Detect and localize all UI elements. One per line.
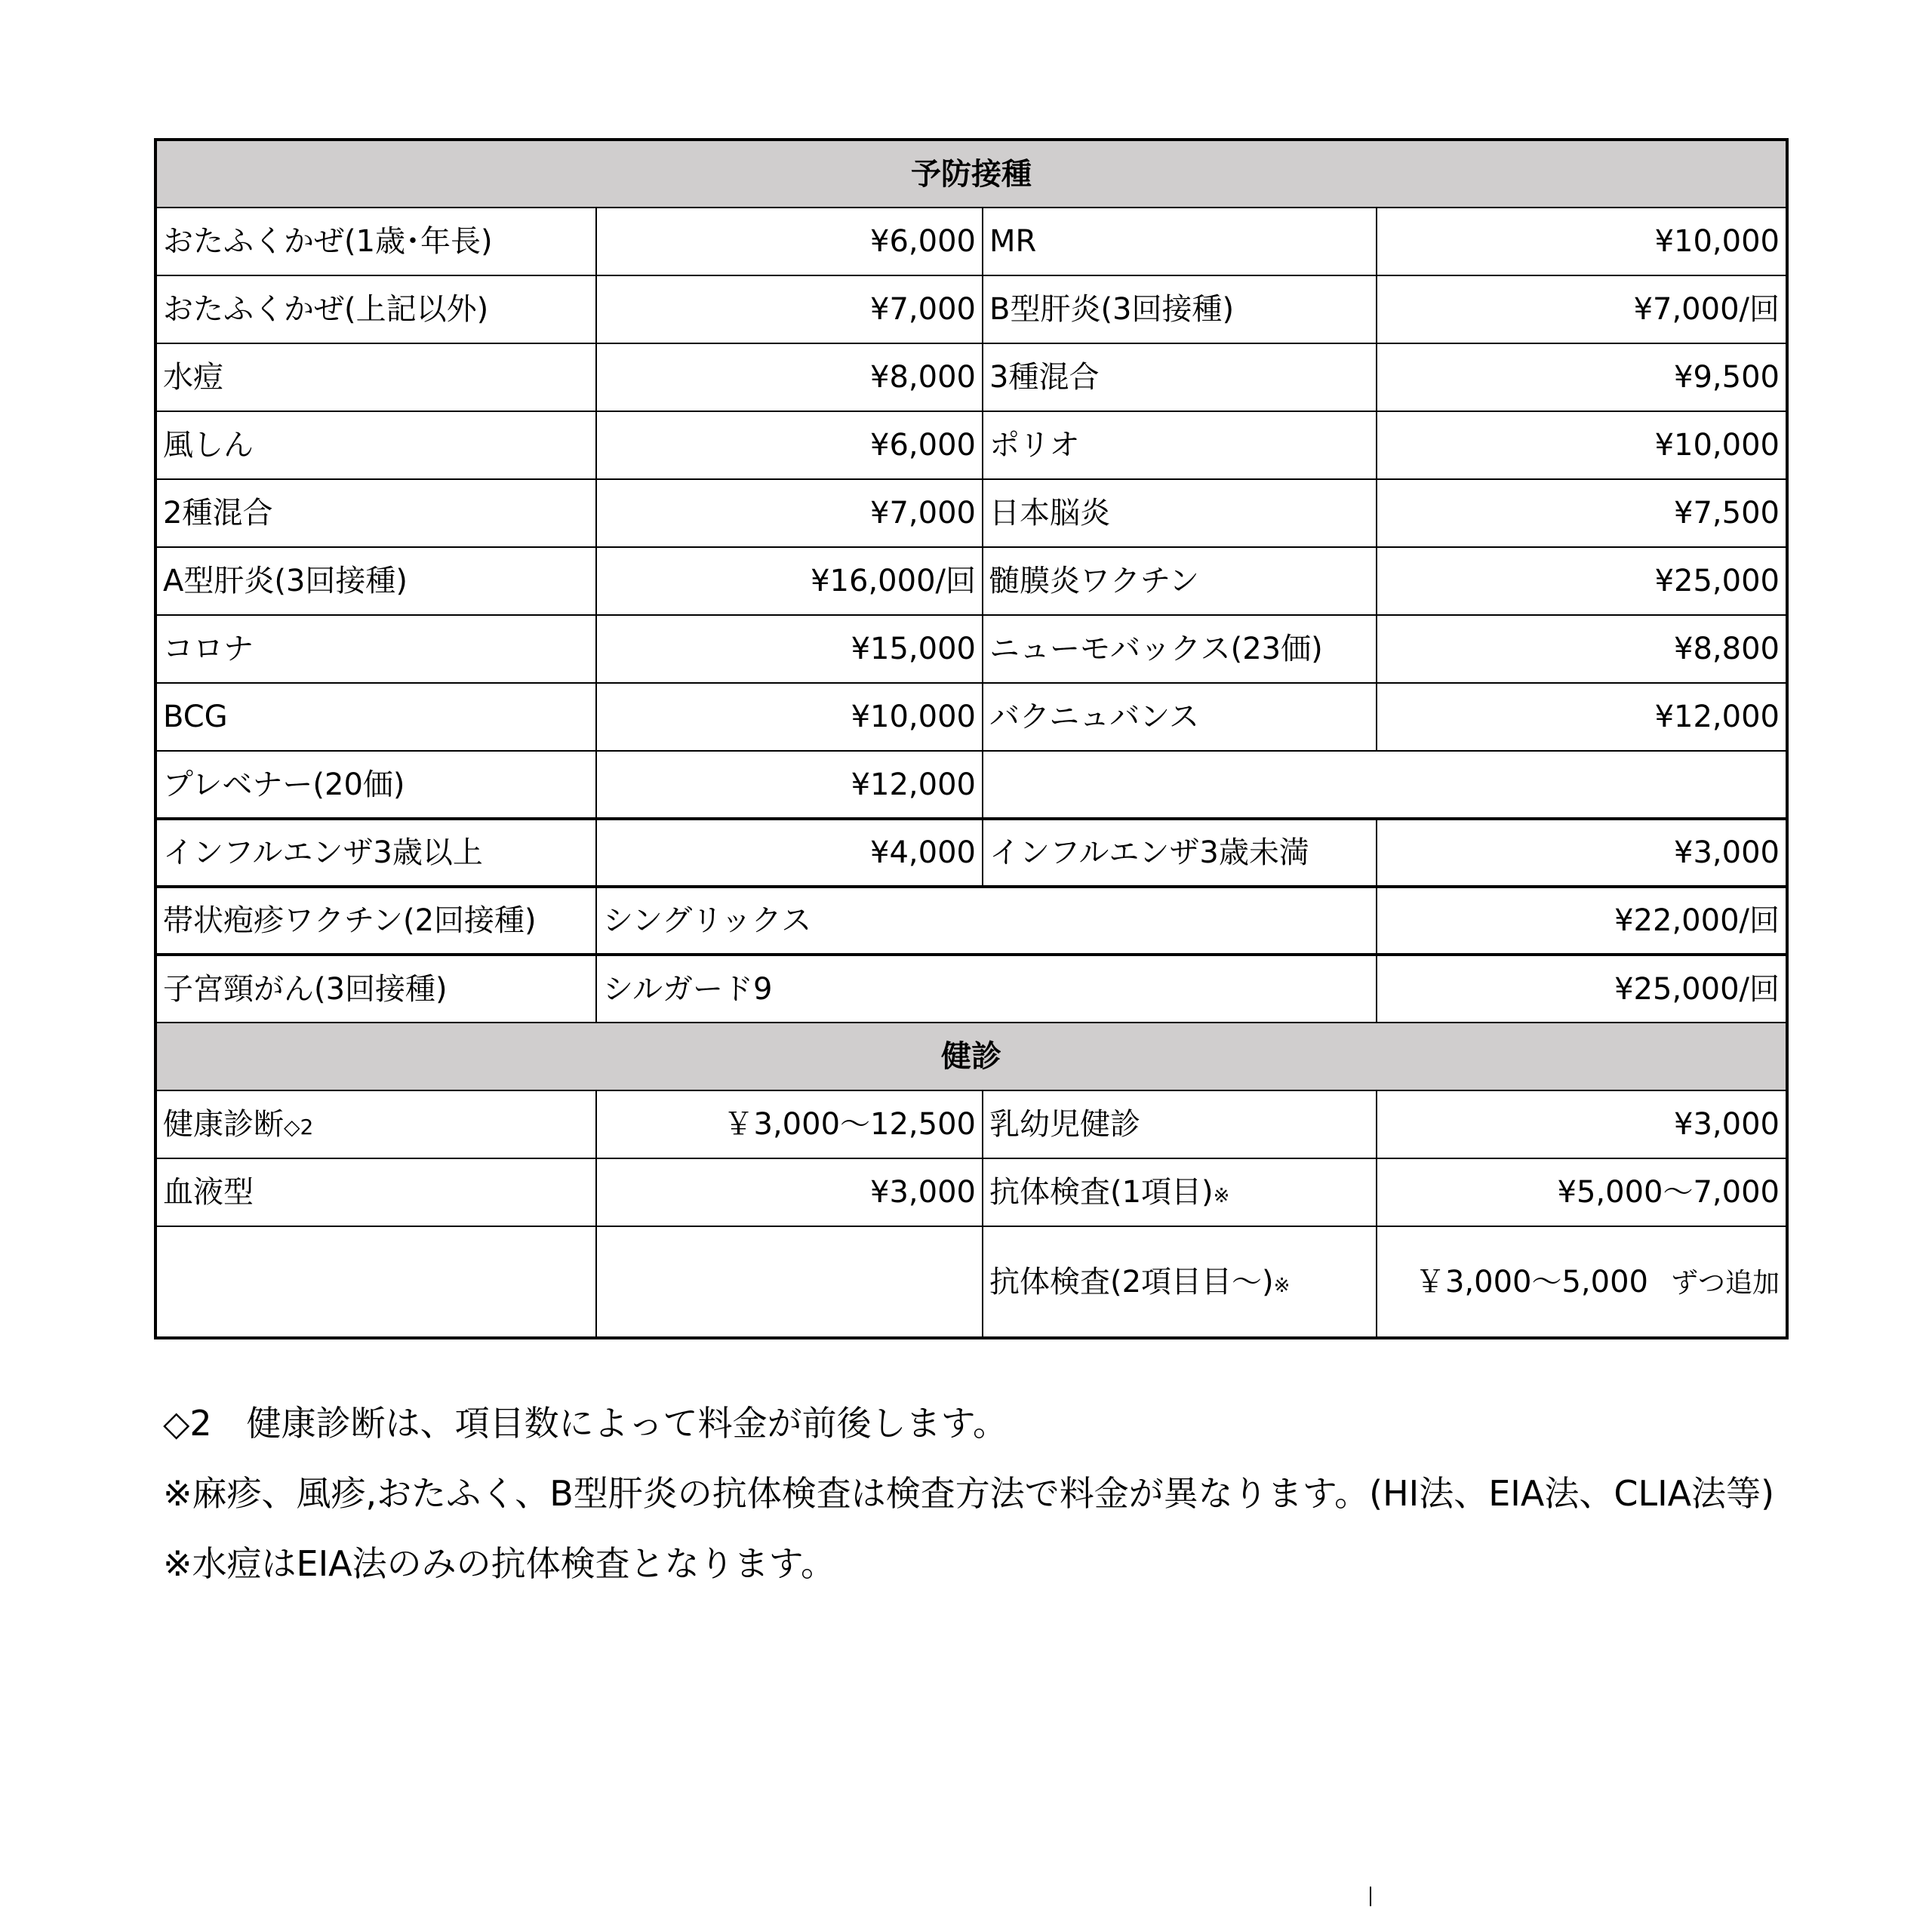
table-row [155, 887, 1787, 955]
vaccine-price: ¥12,000 [1377, 683, 1787, 751]
vaccine-price: ¥25,000/回 [1377, 955, 1787, 1023]
section-title-checkup: 健診 [155, 1023, 1787, 1090]
table-row [155, 751, 1787, 819]
footnote-mark: ◇2 [284, 1115, 314, 1139]
table-row [155, 683, 1787, 751]
empty-cell [596, 1226, 983, 1338]
table-row [155, 411, 1787, 479]
section-header-row [155, 140, 1787, 208]
vaccine-name: プレベナー(20価) [155, 751, 596, 819]
vaccine-price: ¥22,000/回 [1377, 887, 1787, 955]
vaccine-price: ¥12,000 [596, 751, 983, 819]
vaccine-price: ¥8,000 [596, 343, 983, 411]
checkup-price: ¥5,000～7,000 [1377, 1158, 1787, 1226]
vaccine-name: 3種混合 [983, 343, 1377, 411]
checkup-price: ¥3,000 [596, 1158, 983, 1226]
table-row [155, 955, 1787, 1023]
vaccine-name: 日本脳炎 [983, 479, 1377, 547]
footnote-mark: ※ [1213, 1185, 1230, 1207]
vaccine-price: ¥7,000 [596, 479, 983, 547]
vaccine-price: ¥9,500 [1377, 343, 1787, 411]
checkup-name [983, 1158, 1377, 1226]
vaccine-price: ¥10,000 [1377, 411, 1787, 479]
vaccine-name: 2種混合 [155, 479, 596, 547]
vaccine-name: ニューモバックス(23価) [983, 615, 1377, 683]
vaccine-name: 水痘 [155, 343, 596, 411]
vaccine-price: ¥8,800 [1377, 615, 1787, 683]
table-row [155, 275, 1787, 343]
checkup-price [1377, 1226, 1787, 1338]
table-row [155, 1158, 1787, 1226]
vaccine-name: バクニュバンス [983, 683, 1377, 751]
vaccine-price: ¥10,000 [596, 683, 983, 751]
vaccine-price: ¥10,000 [1377, 208, 1787, 275]
page-marker-line [1370, 1887, 1371, 1906]
vaccine-product: シルガード9 [596, 955, 1377, 1023]
vaccine-name: ポリオ [983, 411, 1377, 479]
table-row [155, 1226, 1787, 1338]
checkup-price: ￥3,000～12,500 [596, 1090, 983, 1158]
vaccine-price: ¥6,000 [596, 411, 983, 479]
vaccine-price: ¥6,000 [596, 208, 983, 275]
vaccine-price: ¥3,000 [1377, 819, 1787, 887]
vaccine-name: BCG [155, 683, 596, 751]
checkup-name: 乳幼児健診 [983, 1090, 1377, 1158]
section-title-vaccination: 予防接種 [155, 140, 1787, 208]
vaccine-name: コロナ [155, 615, 596, 683]
checkup-price: ¥3,000 [1377, 1090, 1787, 1158]
checkup-name-text: 抗体検査(2項目目～) [989, 1264, 1274, 1299]
price-addon-note: ずつ追加 [1670, 1267, 1780, 1299]
vaccine-name: B型肝炎(3回接種) [983, 275, 1377, 343]
vaccine-name: インフルエンザ3歳未満 [983, 819, 1377, 887]
vaccine-name: おたふくかぜ(1歳･年長) [155, 208, 596, 275]
vaccine-name: A型肝炎(3回接種) [155, 547, 596, 615]
vaccine-price: ¥4,000 [596, 819, 983, 887]
vaccine-name: MR [983, 208, 1377, 275]
vaccine-price: ¥25,000 [1377, 547, 1787, 615]
vaccine-price: ¥7,500 [1377, 479, 1787, 547]
vaccine-name: 帯状疱疹ワクチン(2回接種) [155, 887, 596, 955]
footnote-antibody-methods: ※麻疹、風疹,おたふく、B型肝炎の抗体検査は検査方法で料金が異なります。(HI法、EIA法、CLIA法等) [163, 1473, 1775, 1514]
vaccine-name: おたふくかぜ(上記以外) [155, 275, 596, 343]
empty-cell [983, 751, 1787, 819]
vaccine-name: 髄膜炎ワクチン [983, 547, 1377, 615]
checkup-name-text: 抗体検査(1項目) [989, 1175, 1214, 1210]
table-row [155, 343, 1787, 411]
table-row [155, 1090, 1787, 1158]
table-row [155, 547, 1787, 615]
vaccine-price: ¥16,000/回 [596, 547, 983, 615]
vaccine-name: インフルエンザ3歳以上 [155, 819, 596, 887]
checkup-name-text: 健康診断 [163, 1107, 284, 1142]
footnote-mark: ※ [1273, 1274, 1291, 1297]
vaccine-name: 風しん [155, 411, 596, 479]
table-row [155, 819, 1787, 887]
vaccine-price: ¥15,000 [596, 615, 983, 683]
fee-table [154, 138, 1789, 1339]
table-row [155, 479, 1787, 547]
checkup-name: 血液型 [155, 1158, 596, 1226]
checkup-name [983, 1226, 1377, 1338]
vaccine-price: ¥7,000 [596, 275, 983, 343]
section-header-row [155, 1023, 1787, 1090]
table-row [155, 615, 1787, 683]
empty-cell [155, 1226, 596, 1338]
footnote-health-exam: ◇2 健康診断は、項目数によって料金が前後します。 [163, 1403, 1008, 1444]
footnote-varicella: ※水痘はEIA法のみの抗体検査となります。 [163, 1543, 835, 1584]
vaccine-name: 子宮頸がん(3回接種) [155, 955, 596, 1023]
checkup-price-text: ￥3,000～5,000 [1414, 1264, 1648, 1299]
vaccine-product: シングリックス [596, 887, 1377, 955]
checkup-name [155, 1090, 596, 1158]
table-row [155, 208, 1787, 275]
vaccine-price: ¥7,000/回 [1377, 275, 1787, 343]
